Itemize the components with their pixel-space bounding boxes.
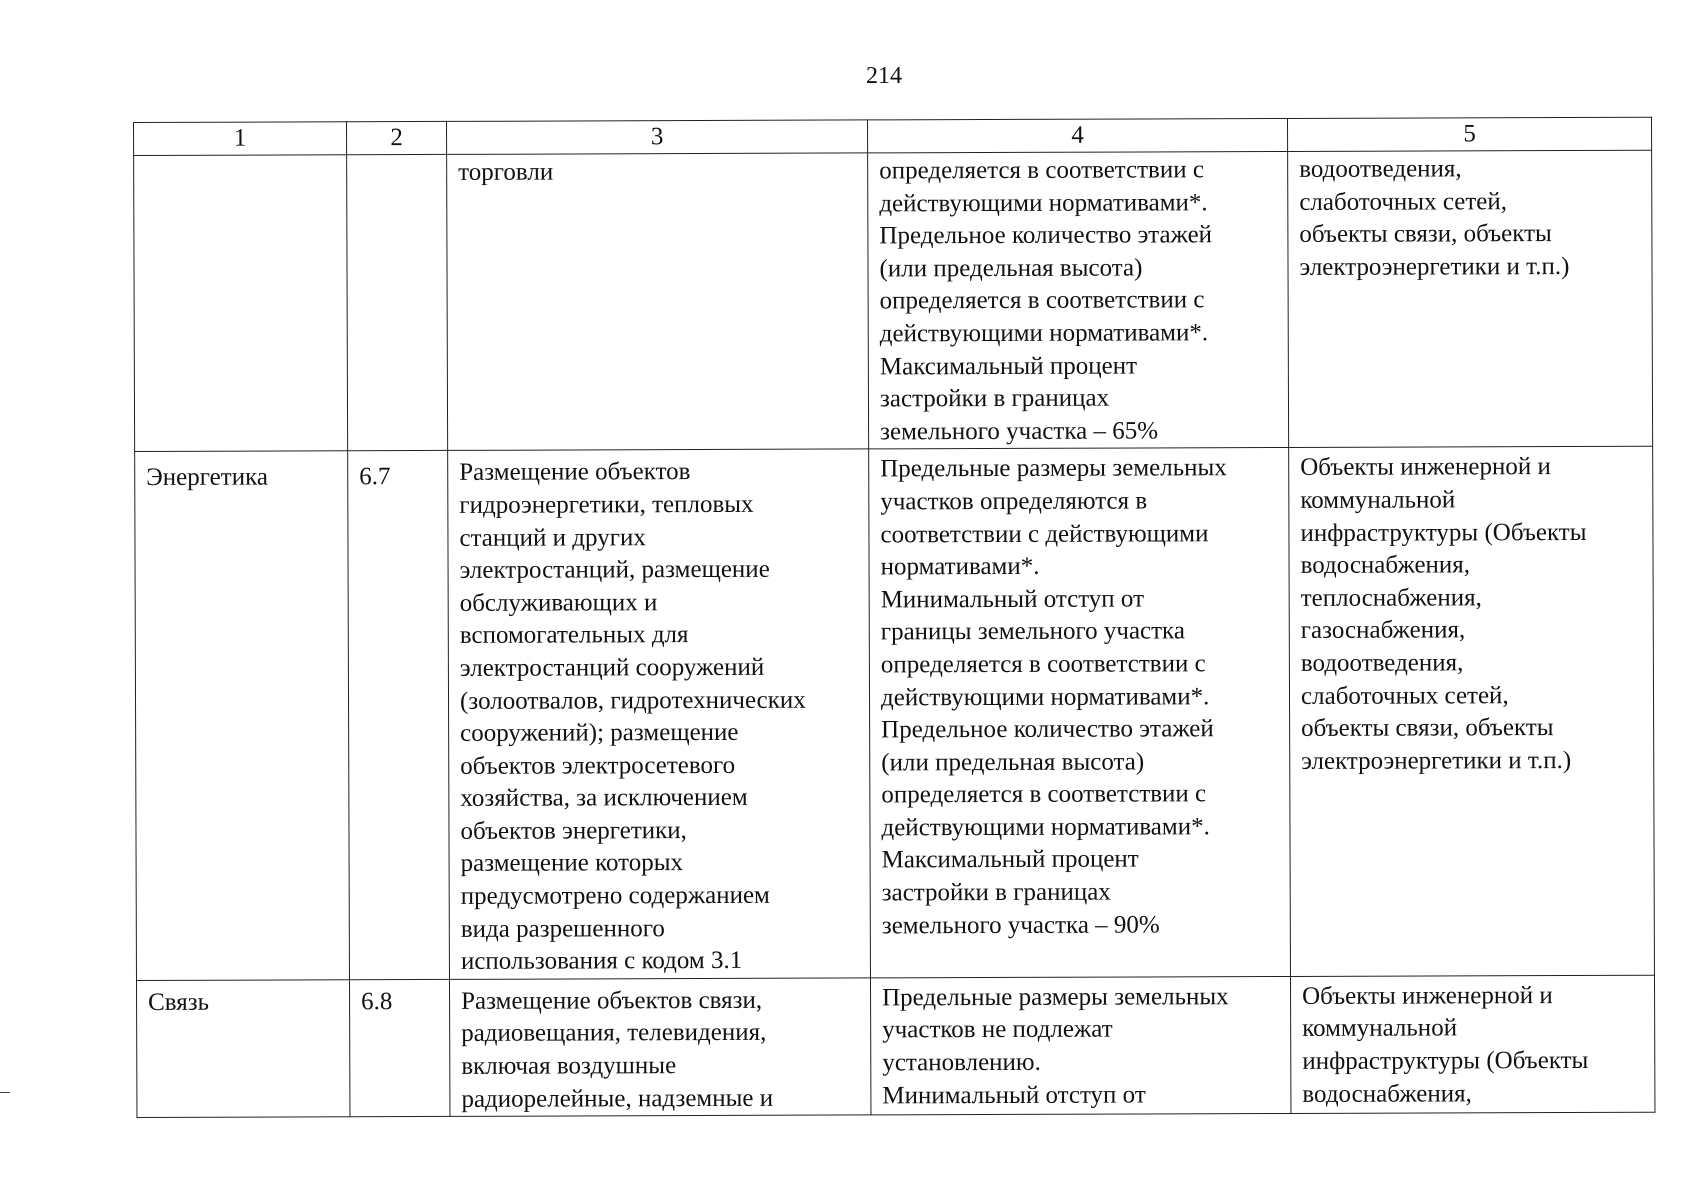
- cell-text-line: водоснабжения,: [1300, 551, 1471, 580]
- cell-text-line: границы земельного участка: [880, 617, 1185, 646]
- cell-text-line: (или предельная высота): [879, 254, 1143, 283]
- cell-text-line: нормативами*.: [880, 552, 1040, 581]
- cell-text-line: радиовещания, телевидения,: [461, 1019, 767, 1048]
- use-description-cell: [447, 153, 869, 451]
- cell-text-line: действующими нормативами*.: [880, 682, 1210, 711]
- table-row: [134, 150, 1653, 452]
- cell-text-line: вспомогательных для: [459, 621, 689, 650]
- cell-text-line: обслуживающих и: [459, 588, 658, 617]
- cell-text-line: участков определяются в: [880, 487, 1148, 516]
- cell-text-line: Предельное количество этажей: [881, 715, 1214, 744]
- cell-text-line: Предельные размеры земельных: [880, 454, 1227, 483]
- use-code-cell: [347, 154, 448, 451]
- cell-text-line: использования с кодом 3.1: [460, 947, 743, 976]
- cell-text-line: слаботочных сетей,: [1300, 681, 1509, 710]
- cell-text-line: электроэнергетики и т.п.): [1299, 252, 1570, 281]
- cell-text-line: объекты связи, объекты: [1301, 714, 1554, 743]
- column-header-5: 5: [1287, 117, 1651, 151]
- use-name-cell: [134, 155, 348, 452]
- cell-text-line: торговли: [458, 158, 554, 186]
- cell-text-line: участков не подлежат: [882, 1016, 1113, 1044]
- cell-text-line: предусмотрено содержанием: [460, 881, 770, 910]
- cell-text-line: застройки в границах: [879, 384, 1110, 413]
- cell-text-line: объекты связи, объекты: [1299, 220, 1552, 249]
- cell-text-line: (золоотвалов, гидротехнических: [459, 686, 806, 715]
- use-name-cell: Энергетика: [135, 451, 350, 980]
- cell-text-line: гидроэнергетики, тепловых: [459, 490, 754, 519]
- cell-text-line: Объекты инженерной и: [1300, 453, 1551, 482]
- cell-text-line: Предельное количество этажей: [879, 221, 1213, 250]
- header-row: [134, 117, 1652, 155]
- use-description-cell: [449, 978, 870, 1117]
- page-number: 214: [866, 63, 902, 89]
- cell-text-line: радиорелейные, надземные и: [461, 1084, 774, 1113]
- cell-text-line: Максимальный процент: [879, 352, 1138, 380]
- cell-text-line: действующими нормативами*.: [879, 188, 1208, 217]
- cell-text-line: инфраструктуры (Объекты: [1302, 1046, 1589, 1075]
- land-use-table: [133, 117, 1655, 1119]
- cell-text-line: установлению.: [882, 1048, 1041, 1077]
- cell-text-line: включая воздушные: [461, 1052, 677, 1080]
- cell-text-line: Минимальный отступ от: [880, 585, 1145, 614]
- cell-text-line: слаботочных сетей,: [1299, 187, 1507, 216]
- column-header-3: 3: [446, 120, 867, 154]
- use-code-cell: 6.7: [348, 451, 450, 980]
- cell-text-line: газоснабжения,: [1300, 616, 1466, 645]
- cell-text-line: электростанций сооружений: [459, 653, 765, 682]
- cell-text-line: Предельные размеры земельных: [882, 983, 1229, 1012]
- auxiliary-uses-cell: [1289, 447, 1655, 977]
- cell-text-line: хозяйства, за исключением: [460, 784, 748, 813]
- table-row: [135, 447, 1655, 981]
- cell-text-line: объектов электросетевого: [460, 751, 736, 780]
- use-name-cell: Связь: [136, 980, 349, 1118]
- cell-text-line: Размещение объектов связи,: [461, 986, 763, 1015]
- use-parameters-cell: [869, 448, 1291, 978]
- cell-text-line: Максимальный процент: [881, 845, 1139, 874]
- column-header-2: 2: [347, 121, 447, 154]
- cell-text-line: инфраструктуры (Объекты: [1300, 518, 1587, 547]
- auxiliary-uses-cell: [1290, 975, 1654, 1114]
- cell-text-line: объектов энергетики,: [460, 816, 687, 845]
- cell-text-line: земельного участка – 90%: [881, 911, 1160, 940]
- cell-text-line: водоснабжения,: [1302, 1079, 1472, 1108]
- cell-text-line: размещение которых: [460, 849, 684, 878]
- cell-text-line: застройки в границах: [881, 878, 1111, 907]
- cell-text-line: коммунальной: [1300, 486, 1456, 514]
- cell-text-line: Объекты инженерной и: [1302, 981, 1553, 1010]
- cell-text-line: водоотведения,: [1300, 649, 1464, 677]
- cell-text-line: действующими нормативами*.: [879, 319, 1209, 348]
- cell-text-line: определяется в соответствии с: [879, 156, 1205, 185]
- column-header-1: 1: [134, 122, 347, 156]
- cell-text-line: (или предельная высота): [881, 748, 1145, 777]
- cell-text-line: земельного участка – 65%: [880, 417, 1159, 446]
- cell-text-line: Минимальный отступ от: [882, 1081, 1146, 1110]
- cell-text-line: соответствии с действующими: [880, 519, 1209, 548]
- cell-text-line: теплоснабжения,: [1300, 584, 1482, 612]
- cell-text-line: определяется в соответствии с: [881, 780, 1207, 809]
- use-code-cell: 6.8: [349, 979, 449, 1117]
- scan-edge-mark: [0, 1092, 10, 1093]
- cell-text-line: водоотведения,: [1299, 155, 1462, 183]
- cell-text-line: сооружений); размещение: [460, 718, 739, 747]
- cell-text-line: определяется в соответствии с: [880, 650, 1206, 679]
- cell-text-line: действующими нормативами*.: [881, 813, 1210, 842]
- table-row: [136, 975, 1654, 1118]
- cell-text-line: коммунальной: [1302, 1014, 1458, 1043]
- use-parameters-cell: [868, 151, 1289, 449]
- cell-text-line: электростанций, размещение: [459, 555, 770, 584]
- auxiliary-uses-cell: [1288, 150, 1653, 448]
- column-header-4: 4: [867, 118, 1287, 152]
- cell-text-line: вида разрешенного: [460, 914, 665, 943]
- use-description-cell: [448, 449, 871, 979]
- use-parameters-cell: [870, 976, 1290, 1115]
- cell-text-line: Размещение объектов: [459, 458, 691, 487]
- cell-text-line: электроэнергетики и т.п.): [1301, 746, 1572, 775]
- cell-text-line: станций и других: [459, 523, 646, 552]
- cell-text-line: определяется в соответствии с: [879, 286, 1205, 315]
